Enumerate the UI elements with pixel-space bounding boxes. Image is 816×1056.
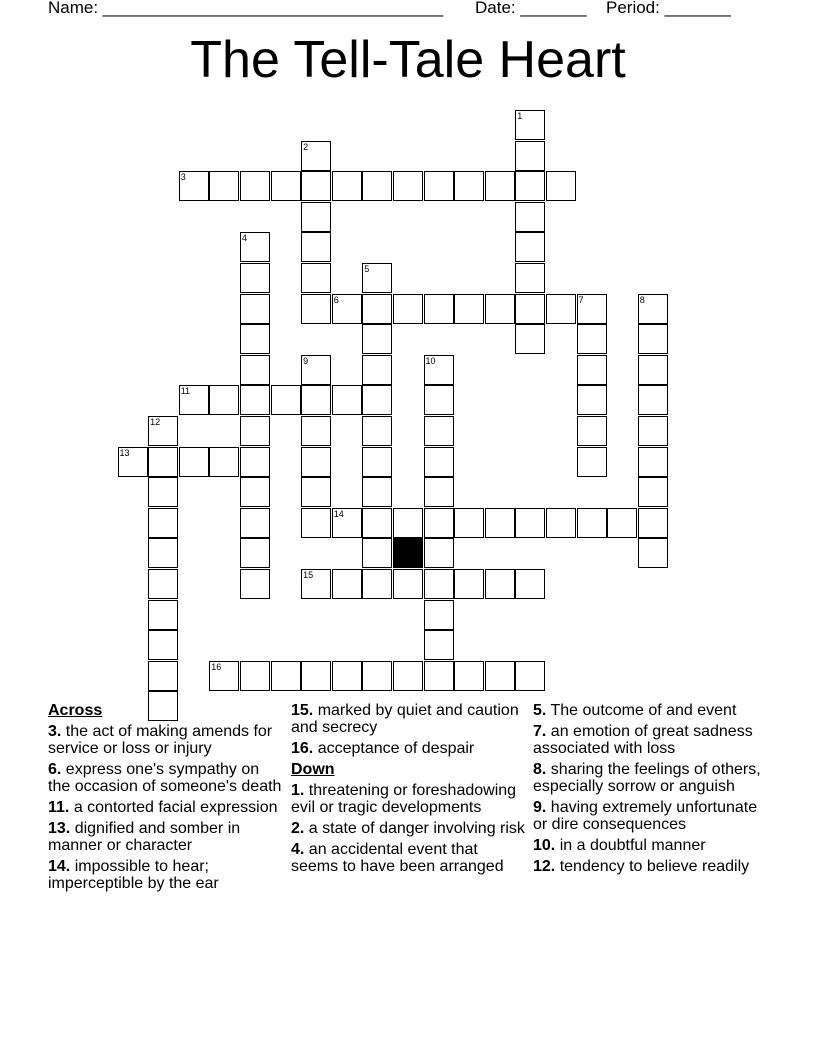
cell-number: 6 [333,294,339,305]
grid-block [393,538,423,568]
grid-cell[interactable] [515,263,545,293]
grid-cell[interactable] [393,171,423,201]
clue-across-6: 6. express one's sympathy on the occasion of someone's death [48,761,282,795]
grid-cell[interactable] [362,477,392,507]
grid-cell[interactable] [515,294,545,324]
clue-down-2: 2. a state of danger involving risk [291,820,525,837]
clue-across-16: 16. acceptance of despair [291,740,475,757]
cell-number: 14 [333,508,344,519]
grid-cell[interactable] [515,232,545,262]
grid-cell[interactable] [148,569,178,599]
grid-cell[interactable] [240,416,270,446]
clue-across-13: 13. dignified and somber in manner or character [48,820,241,854]
grid-cell[interactable] [240,385,270,415]
grid-cell[interactable] [179,171,209,201]
cell-number: 4 [241,233,247,244]
grid-cell[interactable] [424,508,454,538]
cell-number: 13 [119,447,130,458]
grid-cell[interactable] [638,294,668,324]
grid-cell[interactable] [393,508,423,538]
grid-cell[interactable] [301,355,331,385]
grid-cell[interactable] [301,202,331,232]
grid-cell[interactable] [638,477,668,507]
grid-cell[interactable] [577,355,607,385]
grid-cell[interactable] [271,661,301,691]
grid-cell[interactable] [362,508,392,538]
grid-cell[interactable] [240,355,270,385]
grid-cell[interactable] [424,569,454,599]
grid-cell[interactable] [332,294,362,324]
grid-cell[interactable] [638,385,668,415]
grid-cell[interactable] [515,171,545,201]
grid-cell[interactable] [332,171,362,201]
grid-cell[interactable] [240,324,270,354]
grid-cell[interactable] [148,538,178,568]
grid-cell[interactable] [393,569,423,599]
grid-cell[interactable] [362,385,392,415]
grid-cell[interactable] [424,538,454,568]
grid-cell[interactable] [515,202,545,232]
grid-cell[interactable] [332,569,362,599]
grid-cell[interactable] [424,477,454,507]
grid-cell[interactable] [301,263,331,293]
clue-across-14: 14. impossible to hear; imperceptible by the ear [48,858,219,892]
clue-column-1 [48,702,284,896]
grid-cell[interactable] [424,355,454,385]
grid-cell[interactable] [424,630,454,660]
grid-cell[interactable] [148,600,178,630]
grid-cell[interactable] [485,508,515,538]
grid-cell[interactable] [424,385,454,415]
grid-cell[interactable] [577,447,607,477]
grid-cell[interactable] [546,294,576,324]
grid-cell[interactable] [515,508,545,538]
grid-cell[interactable] [148,630,178,660]
grid-cell[interactable] [638,324,668,354]
across-heading: Across [48,702,103,719]
clue-down-12: 12. tendency to believe readily [533,858,750,875]
grid-cell[interactable] [577,508,607,538]
grid-cell[interactable] [485,661,515,691]
grid-cell[interactable] [393,661,423,691]
grid-cell[interactable] [454,508,484,538]
grid-cell[interactable] [240,508,270,538]
grid-cell[interactable] [362,416,392,446]
grid-cell[interactable] [362,171,392,201]
grid-cell[interactable] [638,538,668,568]
grid-cell[interactable] [240,263,270,293]
grid-cell[interactable] [271,171,301,201]
clue-column-2 [291,702,527,879]
grid-cell[interactable] [301,508,331,538]
grid-cell[interactable] [638,508,668,538]
grid-cell[interactable] [148,508,178,538]
clue-across-3: 3. the act of making amends for service or loss or injury [48,723,273,757]
grid-cell[interactable] [209,385,239,415]
grid-cell[interactable] [515,569,545,599]
grid-cell[interactable] [577,324,607,354]
grid-cell[interactable] [301,661,331,691]
cell-number: 11 [180,386,191,397]
grid-cell[interactable] [148,416,178,446]
grid-cell[interactable] [485,171,515,201]
cell-number: 5 [364,264,370,274]
grid-cell[interactable] [577,416,607,446]
grid-cell[interactable] [485,569,515,599]
grid-cell[interactable] [362,569,392,599]
grid-cell[interactable] [454,661,484,691]
grid-cell[interactable] [301,232,331,262]
grid-cell[interactable] [179,447,209,477]
clue-column-3 [533,702,769,879]
cell-number: 7 [578,294,584,305]
grid-cell[interactable] [301,416,331,446]
grid-cell[interactable] [209,447,239,477]
grid-cell[interactable] [454,569,484,599]
cell-number: 10 [425,355,436,366]
clue-down-7: 7. an emotion of great sadness associated with loss [533,723,753,757]
cell-number: 16 [211,661,222,672]
grid-cell[interactable] [362,263,392,293]
grid-cell[interactable] [607,508,637,538]
grid-cell[interactable] [362,324,392,354]
grid-cell[interactable] [240,171,270,201]
clue-across-15: 15. marked by quiet and caution and secrecy [291,702,519,736]
grid-cell[interactable] [515,661,545,691]
grid-cell[interactable] [638,447,668,477]
clue-across-11: 11. a contorted facial expression [48,799,278,816]
cell-number: 8 [639,294,645,305]
grid-cell[interactable] [515,110,545,140]
down-heading: Down [291,761,335,778]
grid-cell[interactable] [240,447,270,477]
grid-cell[interactable] [362,355,392,385]
grid-cell[interactable] [424,600,454,630]
period-field[interactable]: Period: _______ [606,0,731,17]
grid-cell[interactable] [424,294,454,324]
grid-cell[interactable] [301,385,331,415]
grid-cell[interactable] [362,294,392,324]
grid-cell[interactable] [301,171,331,201]
grid-cell[interactable] [301,447,331,477]
grid-cell[interactable] [454,294,484,324]
cell-number: 2 [303,141,309,152]
grid-cell[interactable] [362,661,392,691]
grid-cell[interactable] [332,385,362,415]
grid-cell[interactable] [301,294,331,324]
grid-cell[interactable] [515,141,545,171]
grid-cell[interactable] [209,171,239,201]
grid-cell[interactable] [240,661,270,691]
grid-cell[interactable] [546,508,576,538]
grid-cell[interactable] [454,171,484,201]
grid-cell[interactable] [271,385,301,415]
grid-cell[interactable] [240,232,270,262]
grid-cell[interactable] [240,538,270,568]
grid-cell[interactable] [424,661,454,691]
grid-cell[interactable] [148,661,178,691]
grid-cell[interactable] [332,508,362,538]
name-field[interactable]: Name: ____________________________________ [48,0,444,17]
date-field[interactable]: Date: _______ [475,0,587,17]
grid-cell[interactable] [301,569,331,599]
cell-number: 15 [303,570,314,580]
grid-cell[interactable] [638,416,668,446]
grid-cell[interactable] [638,355,668,385]
grid-cell[interactable] [332,661,362,691]
grid-cell[interactable] [485,294,515,324]
cell-number: 3 [180,172,186,183]
cell-number: 1 [517,111,523,121]
grid-cell[interactable] [148,477,178,507]
grid-cell[interactable] [240,477,270,507]
grid-cell[interactable] [240,294,270,324]
grid-cell[interactable] [301,477,331,507]
grid-cell[interactable] [240,569,270,599]
grid-cell[interactable] [362,447,392,477]
cell-number: 9 [303,355,309,366]
grid-cell[interactable] [209,661,239,691]
clue-down-4: 4. an accidental event that seems to have been arranged [291,841,504,875]
grid-cell[interactable] [148,447,178,477]
grid-cell[interactable] [424,416,454,446]
grid-cell[interactable] [393,294,423,324]
clue-down-8: 8. sharing the feelings of others, especially sorrow or anguish [533,761,761,795]
grid-cell[interactable] [362,538,392,568]
grid-cell[interactable] [118,447,148,477]
clue-down-9: 9. having extremely unfortunate or dire consequences [533,799,758,833]
clue-down-1: 1. threatening or foreshadowing evil or tragic developments [291,782,517,816]
grid-cell[interactable] [424,447,454,477]
grid-cell[interactable] [301,141,331,171]
grid-cell[interactable] [424,171,454,201]
grid-cell[interactable] [577,385,607,415]
clue-down-10: 10. in a doubtful manner [533,837,706,854]
clue-down-5: 5. The outcome of and event [533,702,737,719]
grid-cell[interactable] [577,294,607,324]
page-title: The Tell-Tale Heart [190,31,626,89]
cell-number: 12 [150,417,161,427]
grid-cell[interactable] [179,385,209,415]
grid-cell[interactable] [515,324,545,354]
grid-cell[interactable] [546,171,576,201]
